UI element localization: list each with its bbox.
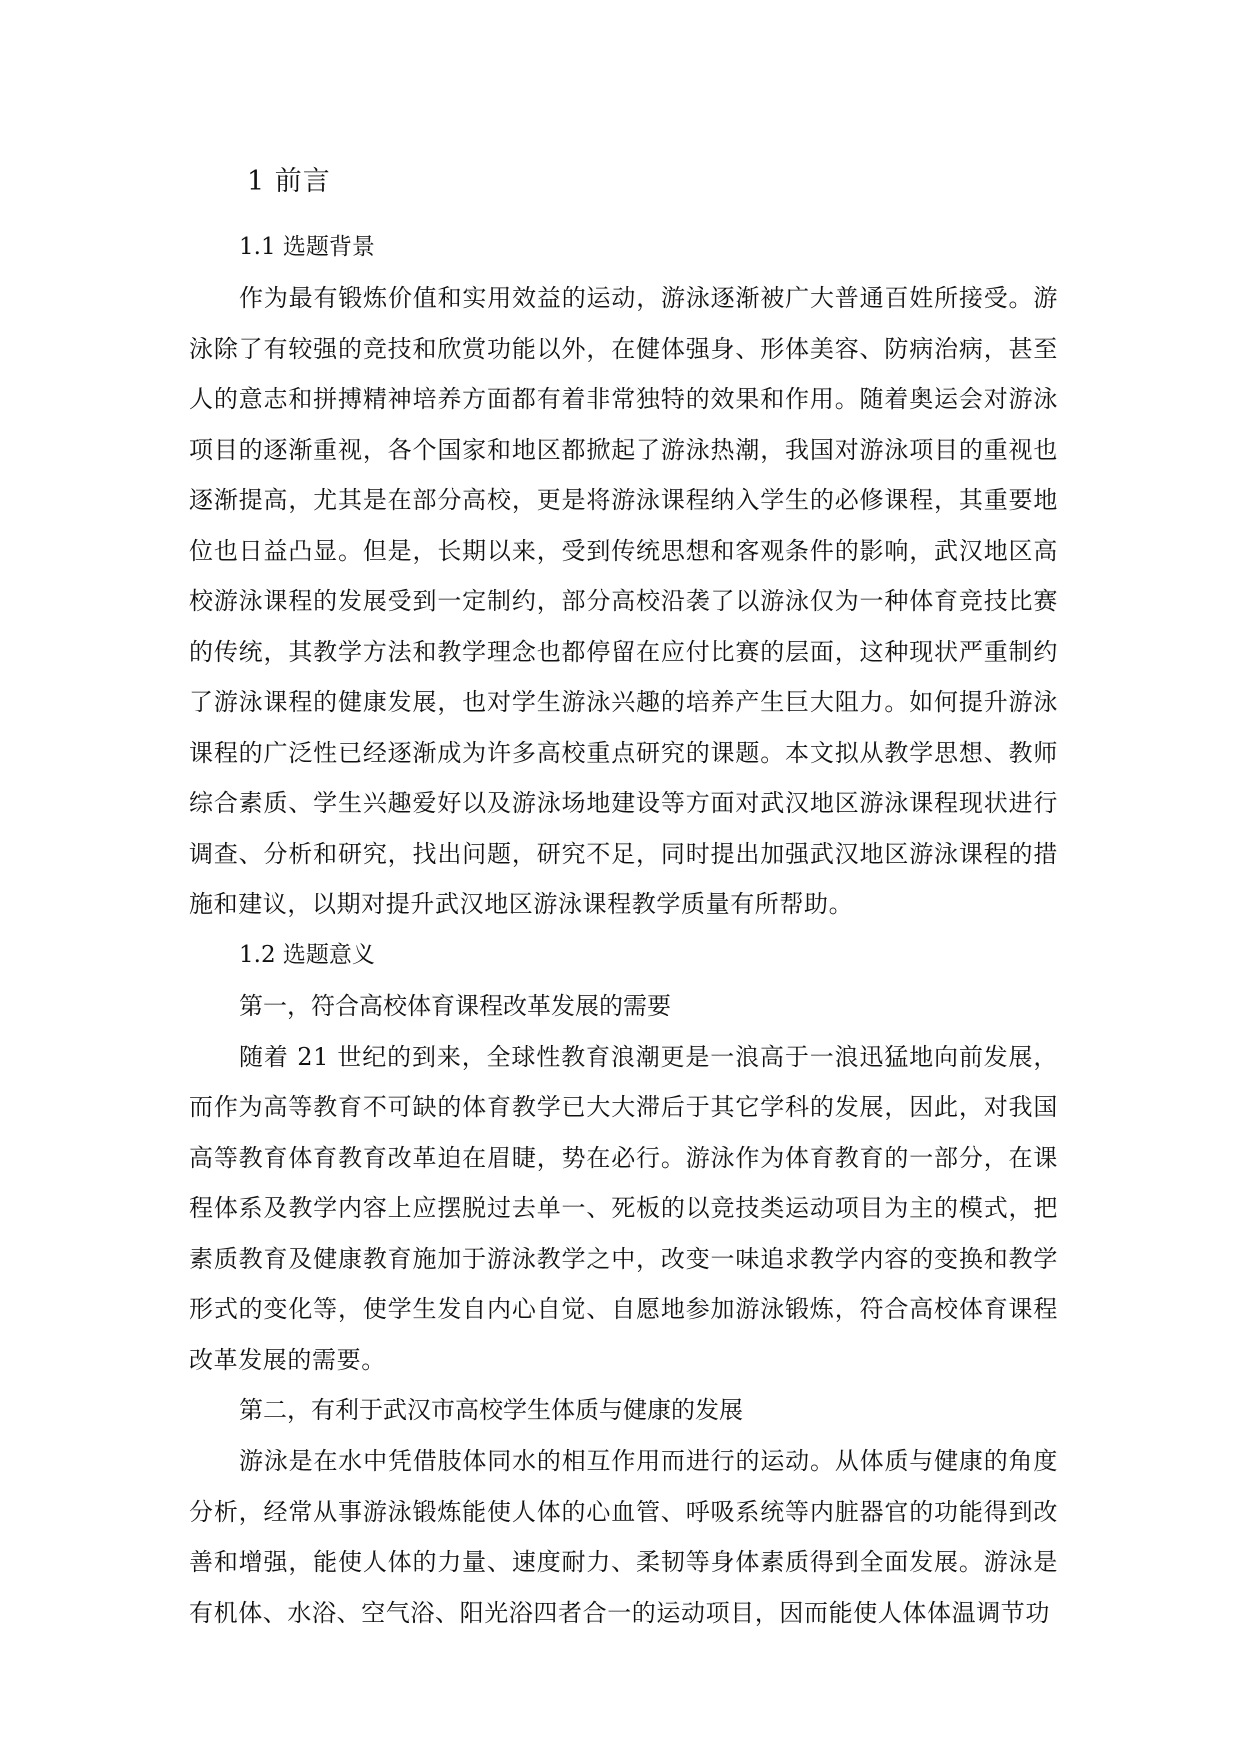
point-one-paragraph: 随着 21 世纪的到来，全球性教育浪潮更是一浪高于一浪迅猛地向前发展，而作为高等教育不可缺的体育教学已大大滞后于其它学科的发展，因此，对我国高等教育体育教育改革迫在眉睫，势在必行。游泳作为体育教育的一部分，在课程体系及教学内容上应摆脱过去单一、死板的以竞技类运动项目为主的模式，把素质教育及健康教育施加于游泳教学之中，改变一味追求教学内容的变换和教学形式的变化等，使学生发自内心自觉、自愿地参加游泳锻炼，符合高校体育课程改革发展的需要。 [189,1042,1058,1374]
point-one-title: 第一，符合高校体育课程改革发展的需要 [239,991,671,1020]
chapter-title: 1 前言 [247,166,331,197]
point-two-title: 第二，有利于武汉市高校学生体质与健康的发展 [239,1396,743,1424]
section-heading-significance: 1.2 选题意义 [239,941,375,968]
background-paragraph: 作为最有锻炼价值和实用效益的运动，游泳逐渐被广大普通百姓所接受。游泳除了有较强的竞技和欣赏功能以外，在健体强身、形体美容、防病治病，甚至人的意志和拼搏精神培养方面都有着非常独特的效果和作用。随着奥运会对游泳项目的逐渐重视，各个国家和地区都掀起了游泳热潮，我国对游泳项目的重视也逐渐提高，尤其是在部分高校，更是将游泳课程纳入学生的必修课程，其重要地位也日益凸显。但是，长期以来，受到传统思想和客观条件的影响，武汉地区高校游泳课程的发展受到一定制约，部分高校沿袭了以游泳仅为一种体育竞技比赛的传统，其教学方法和教学理念也都停留在应付比赛的层面，这种现状严重制约了游泳课程的健康发展，也对学生游泳兴趣的培养产生巨大阻力。如何提升游泳课程的广泛性已经逐渐成为许多高校重点研究的课题。本文拟从教学思想、教师综合素质、学生兴趣爱好以及游泳场地建设等方面对武汉地区游泳课程现状进行调查、分析和研究，找出问题，研究不足，同时提出加强武汉地区游泳课程的措施和建议，以期对提升武汉地区游泳课程教学质量有所帮助。 [189,284,1058,918]
document-page [189,160,1058,1638]
point-two-paragraph: 游泳是在水中凭借肢体同水的相互作用而进行的运动。从体质与健康的角度分析，经常从事游泳锻炼能使人体的心血管、呼吸系统等内脏器官的功能得到改善和增强，能使人体的力量、速度耐力、柔韧等身体素质得到全面发展。游泳是有机体、水浴、空气浴、阳光浴四者合一的运动项目，因而能使人体体温调节功 [189,1447,1058,1627]
section-heading-background: 1.1 选题背景 [239,234,375,260]
